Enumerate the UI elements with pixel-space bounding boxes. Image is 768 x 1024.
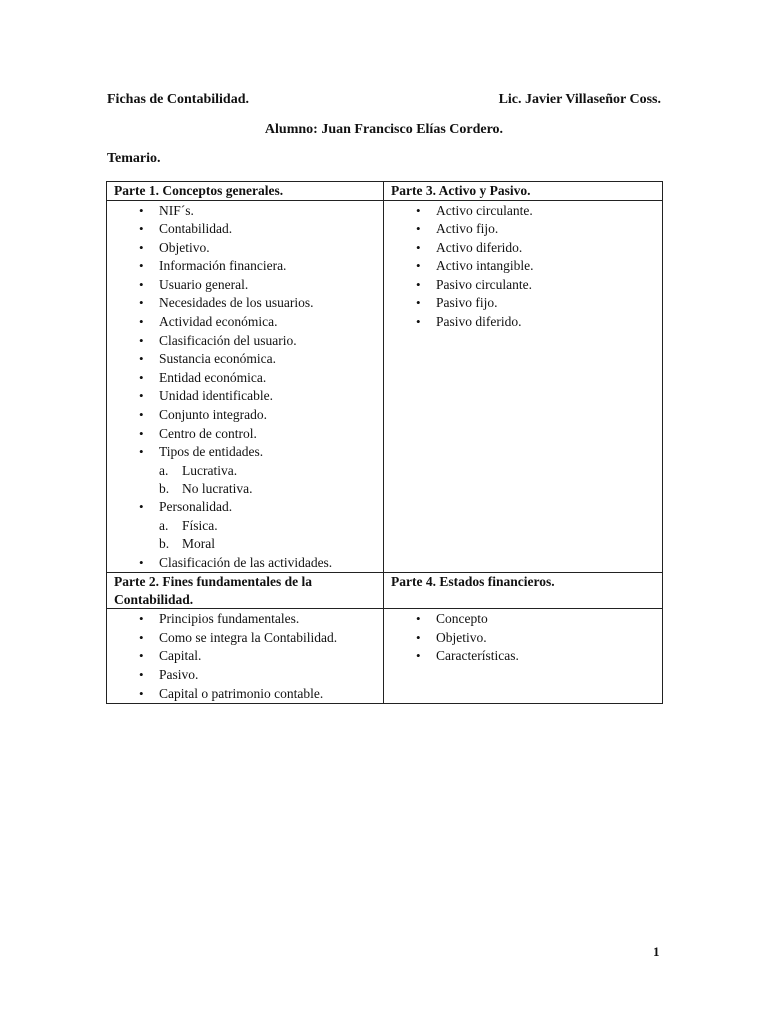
list-item: • Activo intangible. — [391, 257, 662, 276]
list-item: • Concepto — [391, 610, 662, 629]
bullet-icon: • — [139, 276, 144, 292]
list-item: • Información financiera. — [114, 257, 383, 276]
list-item: • NIF´s. — [114, 202, 383, 221]
bullet-icon: • — [139, 425, 144, 441]
bullet-icon: • — [416, 611, 421, 627]
list-item: • Pasivo circulante. — [391, 276, 662, 295]
part4-list — [391, 610, 662, 666]
part2-heading: Parte 2. Fines fundamentales de la Contabilidad. — [107, 573, 384, 609]
list-item: • Sustancia económica. — [114, 350, 383, 369]
bullet-icon: • — [416, 239, 421, 255]
part3-cell — [384, 200, 663, 573]
bullet-icon: • — [416, 295, 421, 311]
list-item: • Activo diferido. — [391, 239, 662, 258]
instructor-name: Lic. Javier Villaseñor Coss. — [498, 92, 661, 107]
section-heading: Temario. — [107, 151, 161, 166]
bullet-icon: • — [139, 648, 144, 664]
list-item: • Necesidades de los usuarios. — [114, 294, 383, 313]
entity-types-sublist — [159, 462, 383, 499]
part4-cell — [384, 609, 663, 704]
list-item: • Unidad identificable. — [114, 387, 383, 406]
list-item: • Actividad económica. — [114, 313, 383, 332]
bullet-icon: • — [139, 239, 144, 255]
list-item: • Pasivo fijo. — [391, 294, 662, 313]
part1-list — [114, 202, 383, 573]
list-item: • Personalidad. a. Física. b. Moral — [114, 498, 383, 553]
page-number: 1 — [653, 944, 660, 959]
table-heading-row — [107, 573, 663, 609]
bullet-icon: • — [139, 295, 144, 311]
part1-heading: Parte 1. Conceptos generales. — [107, 182, 384, 201]
bullet-icon: • — [139, 611, 144, 627]
student-name: Alumno: Juan Francisco Elías Cordero. — [264, 122, 504, 137]
list-item: • Características. — [391, 647, 662, 666]
personality-sublist — [159, 517, 383, 554]
part2-cell — [107, 609, 384, 704]
bullet-icon: • — [416, 629, 421, 645]
list-item: • Activo fijo. — [391, 220, 662, 239]
list-item: • Capital o patrimonio contable. — [114, 685, 383, 704]
list-item: • Clasificación del usuario. — [114, 332, 383, 351]
list-item: • Entidad económica. — [114, 369, 383, 388]
bullet-icon: • — [416, 258, 421, 274]
list-item: • Objetivo. — [114, 239, 383, 258]
bullet-icon: • — [416, 314, 421, 330]
list-item: • Activo circulante. — [391, 202, 662, 221]
bullet-icon: • — [139, 444, 144, 460]
bullet-icon: • — [139, 332, 144, 348]
list-item: • Objetivo. — [391, 629, 662, 648]
list-item: • Pasivo diferido. — [391, 313, 662, 332]
table-row — [107, 609, 663, 704]
bullet-icon: • — [139, 369, 144, 385]
bullet-icon: • — [416, 202, 421, 218]
table-row — [107, 200, 663, 573]
list-item: • Tipos de entidades. a. Lucrativa. b. No lucrativa. — [114, 443, 383, 498]
list-item: • Como se integra la Contabilidad. — [114, 629, 383, 648]
document-title: Fichas de Contabilidad. — [107, 92, 249, 107]
bullet-icon: • — [139, 221, 144, 237]
part2-list — [114, 610, 383, 703]
part3-heading: Parte 3. Activo y Pasivo. — [384, 182, 663, 201]
sub-list-item: b. Moral — [159, 536, 215, 552]
part4-heading: Parte 4. Estados financieros. — [384, 573, 663, 609]
list-item: • Pasivo. — [114, 666, 383, 685]
list-item: • Clasificación de las actividades. — [114, 554, 383, 573]
table-heading-row — [107, 182, 663, 201]
list-item: • Contabilidad. — [114, 220, 383, 239]
bullet-icon: • — [139, 314, 144, 330]
list-item: • Centro de control. — [114, 425, 383, 444]
bullet-icon: • — [416, 221, 421, 237]
sub-list-item: b. No lucrativa. — [159, 481, 253, 497]
topics-table — [106, 181, 663, 704]
list-item: • Conjunto integrado. — [114, 406, 383, 425]
bullet-icon: • — [416, 276, 421, 292]
list-item: • Principios fundamentales. — [114, 610, 383, 629]
bullet-icon: • — [139, 629, 144, 645]
part3-list — [391, 202, 662, 332]
bullet-icon: • — [139, 388, 144, 404]
list-item: • Capital. — [114, 647, 383, 666]
bullet-icon: • — [139, 202, 144, 218]
list-item: • Usuario general. — [114, 276, 383, 295]
part1-cell — [107, 200, 384, 573]
bullet-icon: • — [139, 407, 144, 423]
sub-list-item: a. Física. — [159, 518, 218, 533]
bullet-icon: • — [139, 554, 144, 570]
sub-list-item: a. Lucrativa. — [159, 462, 238, 478]
document-header — [107, 92, 661, 110]
bullet-icon: • — [416, 648, 421, 664]
bullet-icon: • — [139, 351, 144, 367]
bullet-icon: • — [139, 499, 144, 515]
bullet-icon: • — [139, 685, 144, 701]
bullet-icon: • — [139, 258, 144, 274]
bullet-icon: • — [139, 666, 144, 682]
